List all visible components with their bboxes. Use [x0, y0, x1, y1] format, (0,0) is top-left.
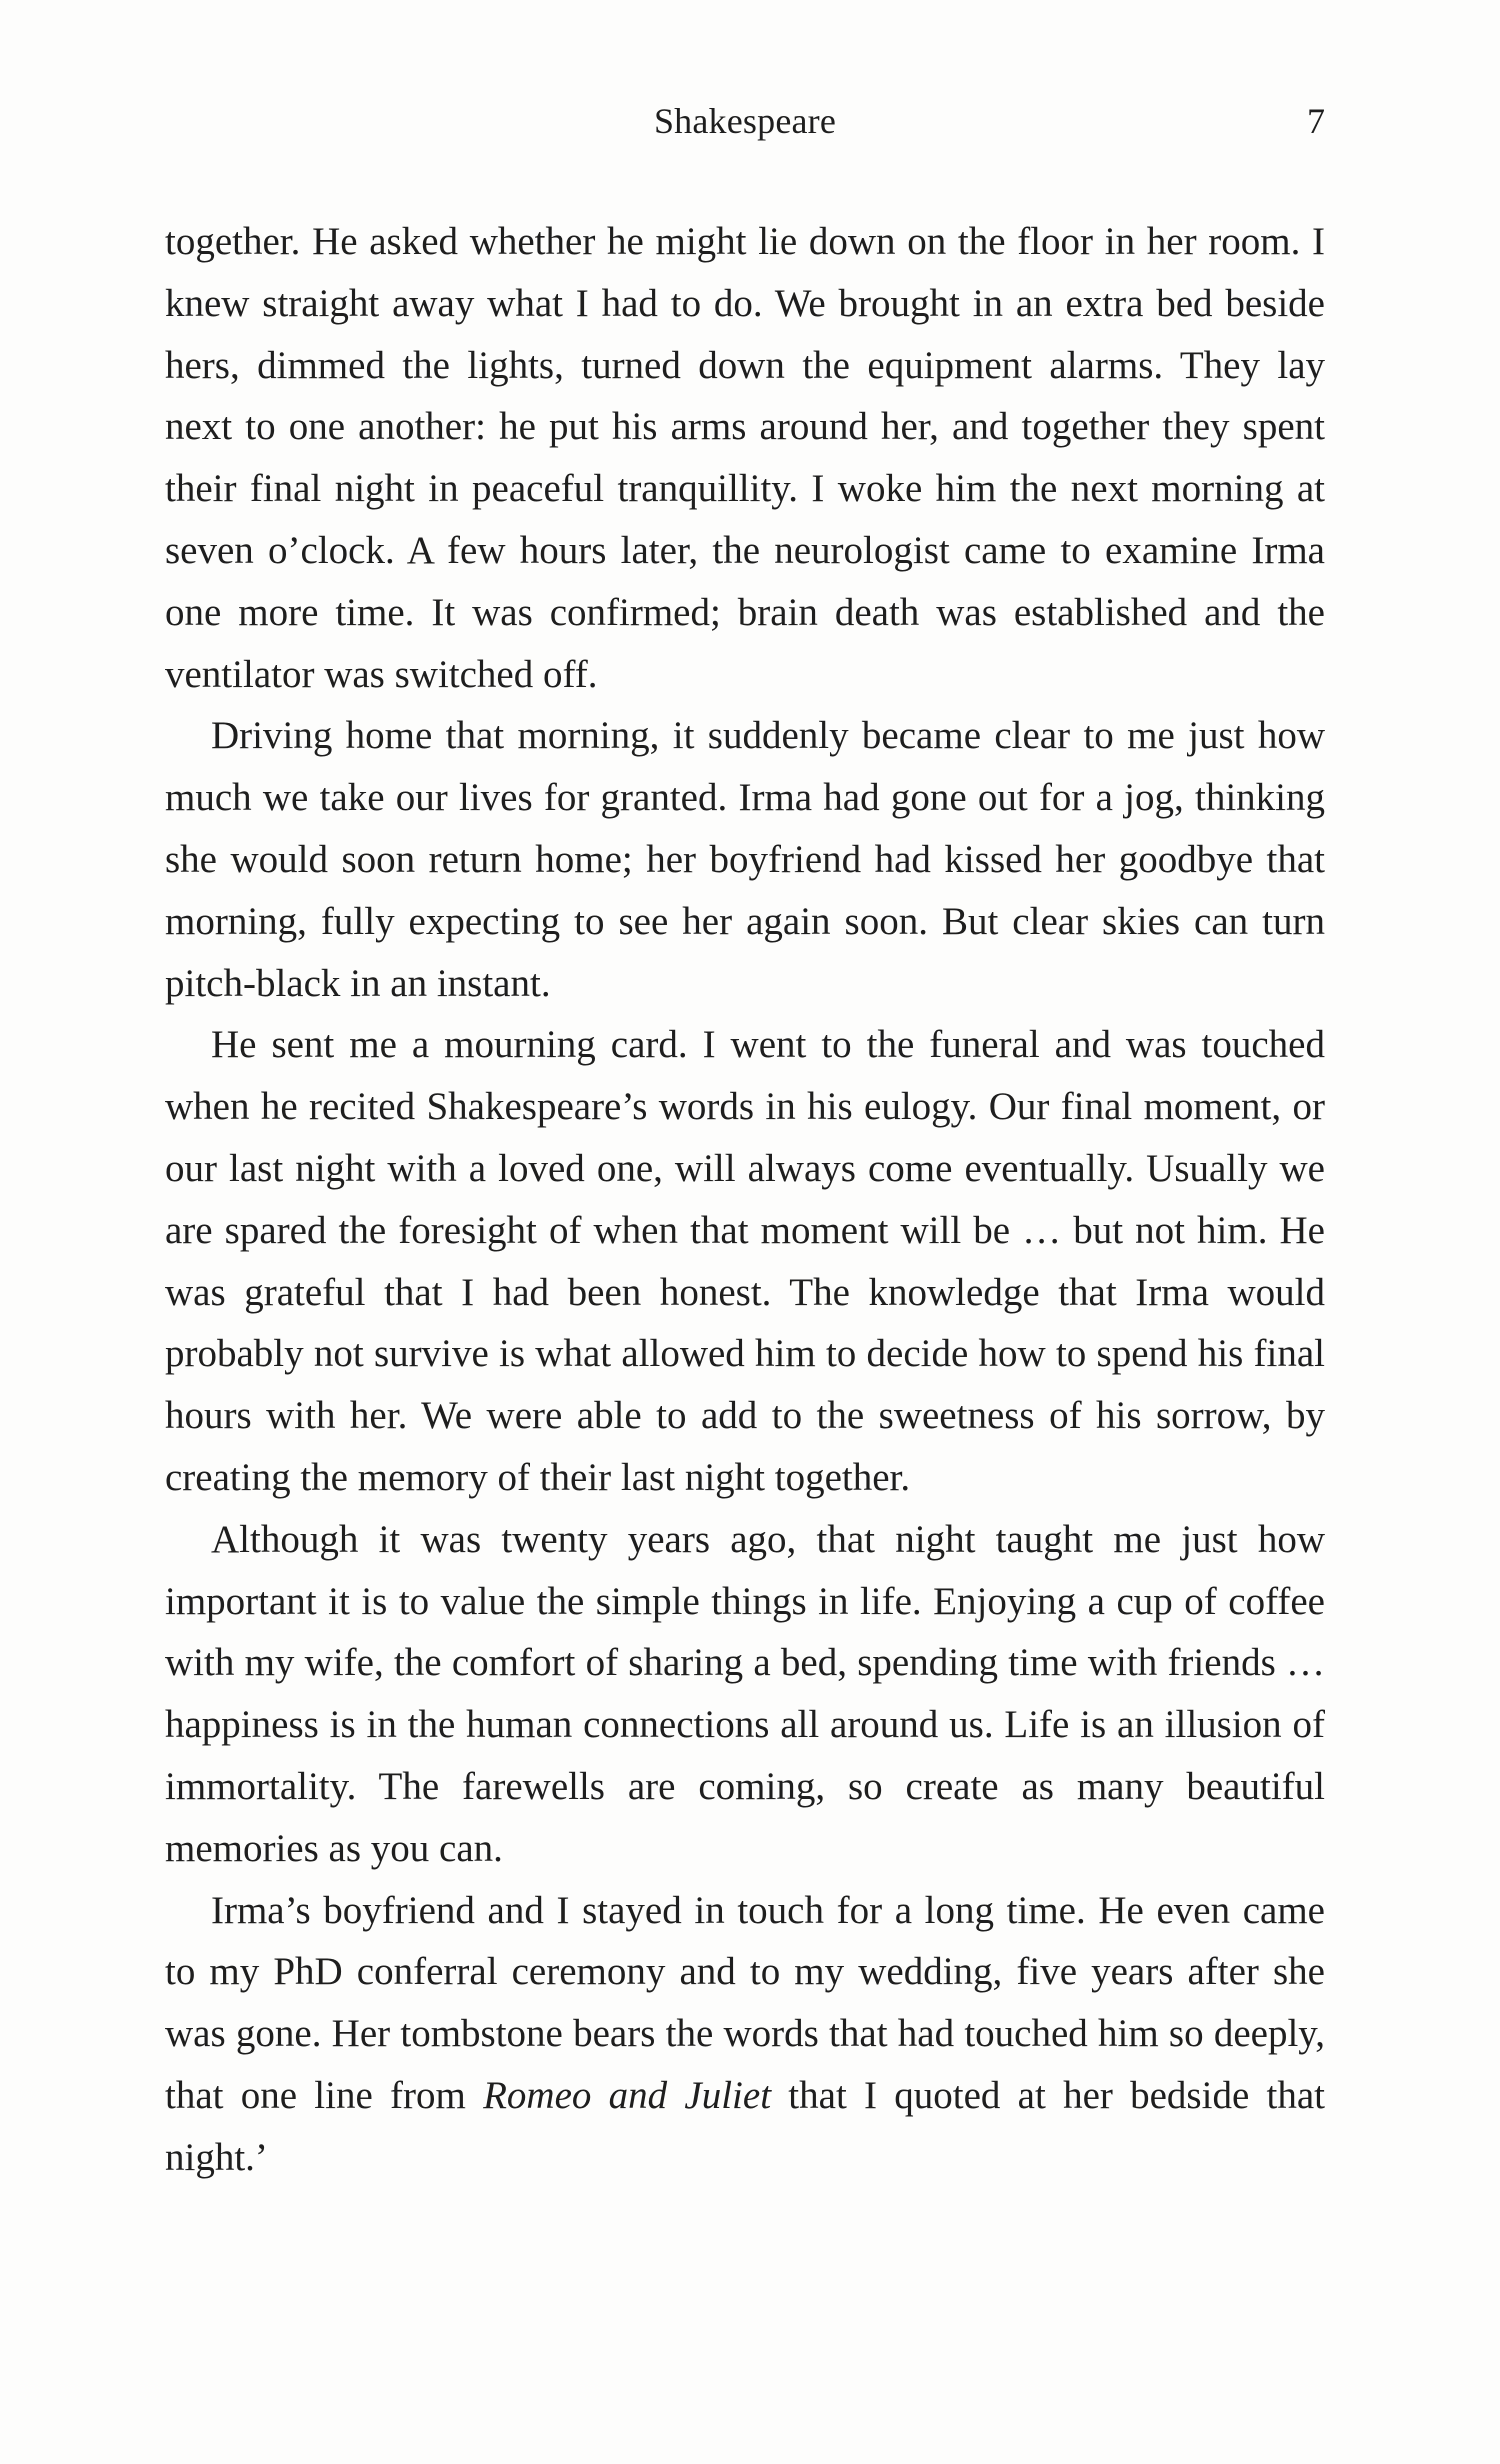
paragraph-1: together. He asked whether he might lie down on the floor in her room. I knew straight away what I had to do. We brought in an extra bed beside hers, dimmed the lights, turned down the equipment alarms. They lay next to one another: he put his arms around her, and together they spent their final night in peaceful tranquillity. I woke him the next morning at seven o’clock. A few hours later, the neurologist came to examine Irma one more time. It was confirmed; brain death was established and the ventilator was switched off.: [165, 220, 1325, 696]
paragraph-4: Although it was twenty years ago, that night taught me just how important it is to value the simple things in life. Enjoying a cup of coffee with my wife, the comfort of sharing a bed, spending time with friends … happiness is in the human connections all around us. Life is an illusion of immortality. The farewells are coming, so create as many beautiful memories as you can.: [165, 1517, 1325, 1870]
book-title-romeo-and-juliet: Romeo and Juliet: [483, 2073, 772, 2117]
running-title: Shakespeare: [653, 101, 837, 141]
paragraph-2: Driving home that morning, it suddenly became clear to me just how much we take our lives for granted. Irma had gone out for a jog, thinking she would soon return home; her boyfriend had kissed her goodbye that morning, fully expecting to see her again soon. But clear skies can turn pitch-black in an instant.: [165, 714, 1325, 1005]
paragraph-3: He sent me a mourning card. I went to the funeral and was touched when he recited Shakespeare’s words in his eulogy. Our final moment, or our last night with a loved one, will always come eventually. Usually we are spared the foresight of when that moment will be … but not him. He was grateful that I had been honest. The knowledge that Irma would probably not survive is what allowed him to decide how to spend his final hours with her. We were able to add to the sweetness of his sorrow, by creating the memory of their last night together.: [165, 1023, 1325, 1499]
page-number: 7: [1307, 101, 1325, 141]
running-head: [165, 96, 1325, 146]
body-text: [165, 211, 1325, 2189]
paragraph-5-text-after: that I quoted at her bedside that night.’: [165, 2073, 1325, 2179]
paragraph-5-text-before: Irma’s boyfriend and I stayed in touch for a long time. He even came to my PhD conferral ceremony and to my wedding, five years after she was gone. Her tombstone bears the words that had touched him so deeply, that one line from: [165, 1888, 1325, 2117]
paragraph-5: [165, 1880, 1325, 2189]
